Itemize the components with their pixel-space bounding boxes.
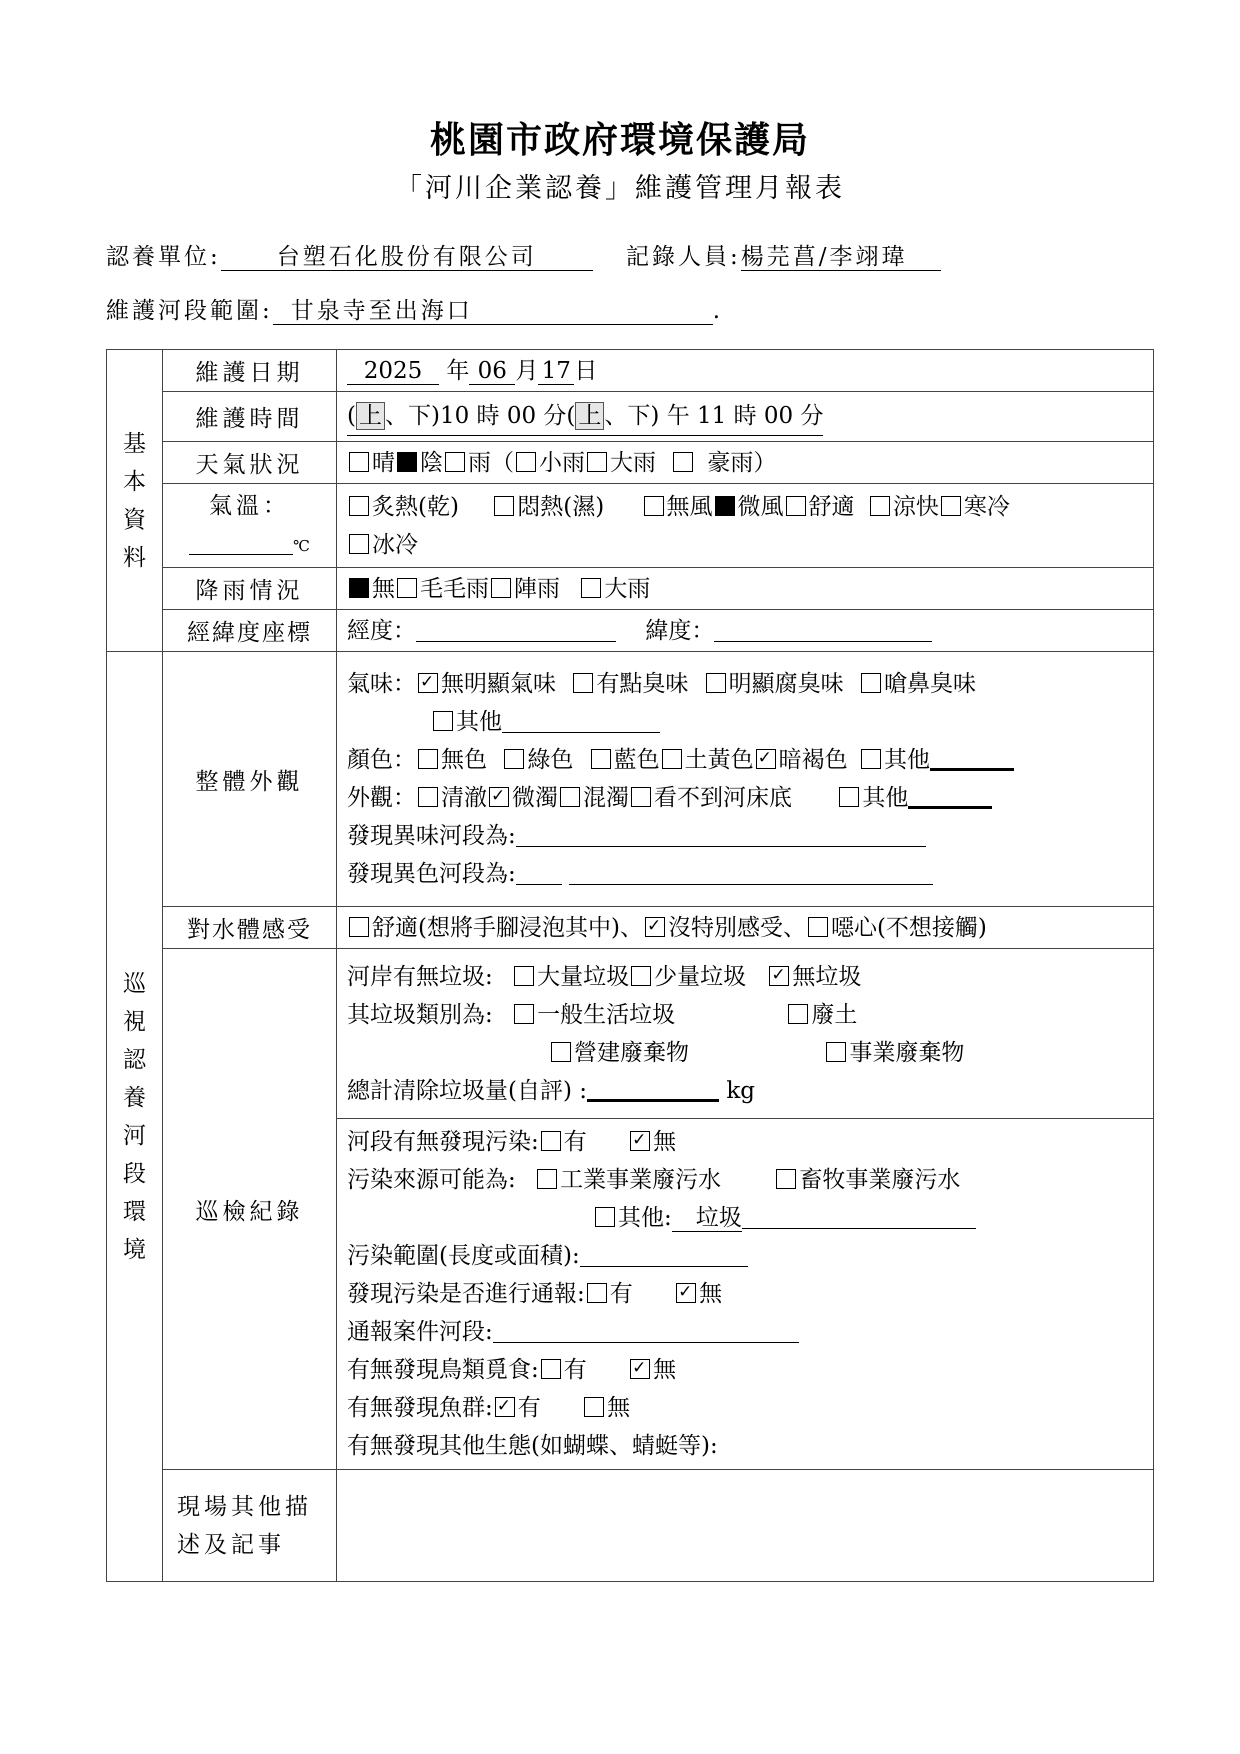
day-field[interactable]: 17 [538,358,574,385]
water-feeling-cell: 舒適(想將手腳浸泡其中)、✓ 沒特別感受、 噁心(不想接觸) [337,907,1154,949]
no-rain-checkbox[interactable] [349,578,369,598]
pollution-no-checkbox[interactable] [630,1131,650,1151]
page-subtitle: 「河川企業認養」維護管理月報表 [395,173,845,204]
total-trash-field[interactable] [587,1075,719,1102]
reported-no-checkbox[interactable] [676,1283,696,1303]
color-section-field-a[interactable] [516,860,562,885]
no-wind-checkbox[interactable] [644,496,664,516]
recorder-field[interactable]: 楊芫菖/李翊瑋 [741,244,941,271]
drizzle-checkbox[interactable] [397,578,417,598]
maintenance-date-label: 維護日期 [163,350,337,392]
weather-label: 天氣狀況 [163,442,337,484]
month-field[interactable]: 06 [469,358,515,385]
temperature-field[interactable] [189,530,293,555]
waste-soil-checkbox[interactable] [788,1004,808,1024]
recorder-label: 記錄人員: [626,244,741,270]
cool-checkbox[interactable] [870,496,890,516]
temperature-cell: 炙熱(乾) 悶熱(濕) 無風 微風 舒適 涼快 寒冷 冰冷 [337,484,1154,568]
muggy-checkbox[interactable] [494,496,514,516]
no-trash-checkbox[interactable] [769,966,789,986]
maintenance-time-field[interactable]: ( 上 、下)10 時 00 分( 上 、下) 午 11 時 00 分 [347,397,823,436]
breeze-checkbox[interactable] [715,496,735,516]
disgust-feeling-checkbox[interactable] [808,917,828,937]
adopting-unit-label: 認養單位: [106,244,221,270]
construction-waste-checkbox[interactable] [551,1042,571,1062]
overall-appearance-cell: 氣味：✓ 無明顯氣味 有點臭味 明顯腐臭味 嗆鼻臭味 其他 顏色： 無色 綠色 藍色 土黃色✓ 暗褐色 其他 外觀： 清澈✓ 微濁 混濁 看不到河床底 其他 發現異味河段為: 發現異色河段為: [337,652,1154,907]
no-odor-checkbox[interactable] [418,673,438,693]
other-color-field[interactable] [930,744,1014,771]
overall-appearance-label: 整體外觀 [163,652,337,907]
household-waste-checkbox[interactable] [514,1004,534,1024]
other-source-extra-field[interactable] [742,1204,976,1229]
slight-odor-checkbox[interactable] [573,673,593,693]
odor-section-field[interactable] [516,822,926,847]
downpour-checkbox[interactable] [581,578,601,598]
patrol-heading: 巡 視 認 養 河 段 環 境 [123,970,146,1263]
trash-cell: 河岸有無垃圾: 大量垃圾 少量垃圾 ✓ 無垃圾 其垃圾類別為: 一般生活垃圾 廢土 營建廢棄物 事業廢棄物 總計清除垃圾量(自評) : kg [337,949,1154,1119]
other-notes-field[interactable] [337,1470,1154,1582]
comfortable-checkbox[interactable] [786,496,806,516]
light-rain-checkbox[interactable] [516,452,536,472]
maintenance-time-cell [337,392,1154,442]
blue-checkbox[interactable] [591,749,611,769]
latitude-label: 緯度： [645,617,715,644]
fish-no-checkbox[interactable] [584,1397,604,1417]
other-appearance-field[interactable] [908,782,992,809]
weather-cell: 晴 陰 雨（ 小雨 大雨 豪雨） [337,442,1154,484]
hot-dry-checkbox[interactable] [349,496,369,516]
storm-checkbox[interactable] [673,452,693,472]
other-appearance-checkbox[interactable] [839,787,859,807]
birds-yes-checkbox[interactable] [541,1359,561,1379]
water-feeling-label: 對水體感受 [163,907,337,949]
much-trash-checkbox[interactable] [514,966,534,986]
comfortable-feeling-checkbox[interactable] [349,917,369,937]
temperature-label: 氣溫： [209,492,290,519]
celsius-unit: ℃ [293,536,310,555]
color-section-field-b[interactable] [569,860,933,885]
pollution-extent-field[interactable] [580,1242,748,1267]
other-source-field[interactable]: 垃圾 [672,1205,742,1232]
slightly-turbid-checkbox[interactable] [489,787,509,807]
river-range-field[interactable]: 甘泉寺至出海口 [273,298,713,325]
other-ecology-row: 有無發現其他生態(如蝴蝶、蜻蜓等): [347,1433,718,1459]
heavy-rain-checkbox[interactable] [587,452,607,472]
fish-yes-checkbox[interactable] [495,1397,515,1417]
basic-info-section [107,350,163,652]
longitude-field[interactable] [416,617,616,642]
rotten-odor-checkbox[interactable] [706,673,726,693]
other-notes-label: 現場其他描 述及記事 [163,1470,337,1582]
report-case-section-field[interactable] [493,1318,799,1343]
maintenance-date-cell: 2025 年 06 月 17 日 [337,350,1154,392]
green-checkbox[interactable] [504,749,524,769]
maintenance-time-label: 維護時間 [163,392,337,442]
reported-yes-checkbox[interactable] [587,1283,607,1303]
rainfall-label: 降雨情況 [163,568,337,610]
latitude-field[interactable] [714,617,932,642]
am-end-selector[interactable]: 上 [575,402,604,430]
some-trash-checkbox[interactable] [631,966,651,986]
longitude-label: 經度： [347,617,416,644]
basic-info-heading: 基 本 資 料 [123,430,146,571]
cold-checkbox[interactable] [941,496,961,516]
turbid-checkbox[interactable] [560,787,580,807]
river-range-label: 維護河段範圍: [106,298,273,324]
colorless-checkbox[interactable] [418,749,438,769]
am-start-selector[interactable]: 上 [356,402,385,430]
neutral-feeling-checkbox[interactable] [645,917,665,937]
livestock-wastewater-checkbox[interactable] [776,1169,796,1189]
adopting-unit-row [106,238,593,271]
pollution-yes-checkbox[interactable] [541,1131,561,1151]
other-odor-checkbox[interactable] [433,711,453,731]
dark-brown-checkbox[interactable] [756,749,776,769]
coordinates-cell [337,610,1154,652]
cloudy-checkbox[interactable] [397,452,417,472]
patrol-section [107,652,163,1582]
recorder-row [626,238,941,271]
icy-checkbox[interactable] [349,534,369,554]
page-title: 桃園市政府環境保護局 [429,119,810,161]
report-table [106,349,1154,1582]
other-odor-field[interactable] [502,708,660,733]
rainfall-cell: 無 毛毛雨 陣雨 大雨 [337,568,1154,610]
other-color-checkbox[interactable] [861,749,881,769]
sunny-checkbox[interactable] [349,452,369,472]
industrial-waste-checkbox[interactable] [826,1042,846,1062]
riverbed-invisible-checkbox[interactable] [631,787,651,807]
birds-no-checkbox[interactable] [630,1359,650,1379]
shower-checkbox[interactable] [491,578,511,598]
clear-checkbox[interactable] [418,787,438,807]
pungent-odor-checkbox[interactable] [861,673,881,693]
inspection-record-label: 巡檢紀錄 [163,949,337,1470]
river-range-end: . [712,298,724,324]
other-source-checkbox[interactable] [595,1207,615,1227]
temperature-label-cell [163,484,337,568]
year-field[interactable]: 2025 [347,358,439,385]
earth-yellow-checkbox[interactable] [662,749,682,769]
pollution-cell: 河段有無發現污染: 有 ✓ 無 污染來源可能為: 工業事業廢污水 畜牧事業廢污水 其他: 垃圾 污染範圍(長度或面積): 發現污染是否進行通報: 有 ✓ 無 通報案件河段: 有無發現鳥類覓食: 有 ✓ 無 有無發現魚群:✓ 有 無 有無發現其他生態(如蝴蝶、蜻蜓等): [337,1119,1154,1470]
industrial-wastewater-checkbox[interactable] [537,1169,557,1189]
river-range-row [106,292,723,325]
adopting-unit-field[interactable]: 台塑石化股份有限公司 [221,244,593,271]
coordinates-label: 經緯度座標 [163,610,337,652]
rain-checkbox[interactable] [445,452,465,472]
